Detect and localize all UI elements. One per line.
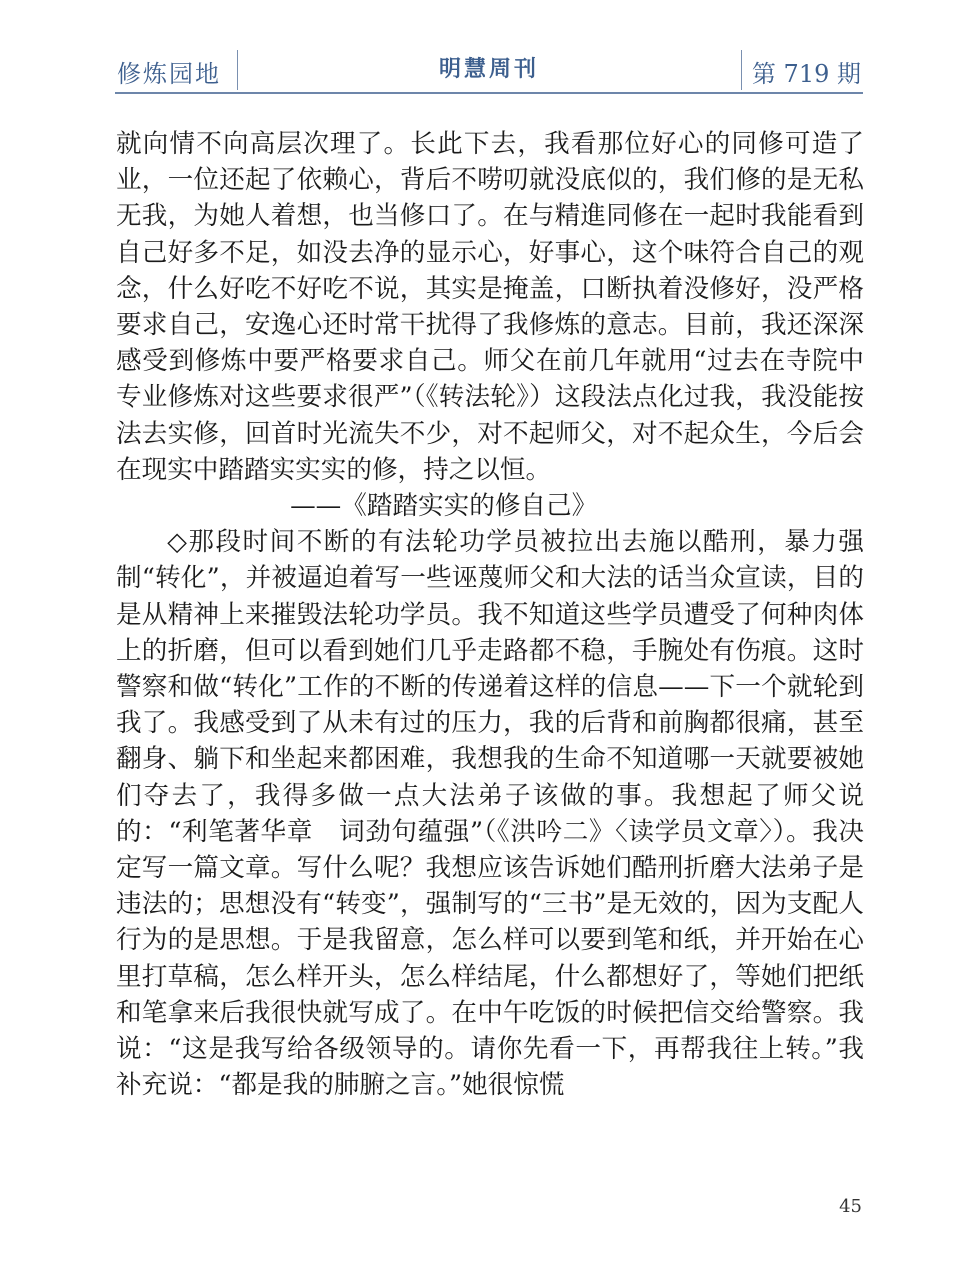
- article-body: [116, 126, 864, 1103]
- header-rule: [115, 92, 863, 94]
- source-citation: ——《踏踏实实的修自己》: [290, 491, 598, 522]
- section-title: 修炼园地: [117, 60, 221, 88]
- paragraph-1: 就向情不向高层次理了。长此下去，我看那位好心的同修可造了业，一位还起了依赖心，背后不唠叨就没底似的，我们修的是无私无我，为她人着想，也当修口了。在与精進同修在一起时我能看到自己好多不足，如没去净的显示心，好事心，这个味符合自己的观念，什么好吃不好吃不说，其实是掩盖，口断执着没修好，没严格要求自己，安逸心还时常干扰得了我修炼的意志。目前，我还深深感受到修炼中要严格要求自己。师父在前几年就用“过去在寺院中专业修炼对这些要求很严”（《转法轮》）这段法点化过我，我没能按法去实修，回首时光流失不少，对不起师父，对不起众生，今后会在现实中踏踏实实实的修，持之以恒。: [116, 129, 864, 485]
- publication-title: 明慧周刊: [438, 57, 539, 82]
- page-header: [115, 44, 863, 92]
- issue-number: 第 719 期: [751, 60, 861, 88]
- header-divider-right: [741, 50, 742, 90]
- page-number: 45: [839, 1196, 862, 1217]
- paragraph-2: ◇那段时间不断的有法轮功学员被拉出去施以酷刑，暴力强制“转化”，并被逼迫着写一些诬蔑师父和大法的话当众宣读，目的是从精神上来摧毁法轮功学员。我不知道这些学员遭受了何种肉体上的折磨，但可以看到她们几乎走路都不稳，手腕处有伤痕。这时警察和做“转化”工作的不断的传递着这样的信息——下一个就轮到我了。我感受到了从未有过的压力，我的后背和前胸都很痛，甚至翻身、躺下和坐起来都困难，我想我的生命不知道哪一天就要被她们夺去了，我得多做一点大法弟子该做的事。我想起了师父说的：“利笔著华章 词劲句蕴强”（《洪吟二》〈读学员文章〉）。我决定写一篇文章。写什么呢？我想应该告诉她们酷刑折磨大法弟子是违法的；思想没有“转变”，强制写的“三书”是无效的，因为支配人行为的是思想。于是我留意，怎么样可以要到笔和纸，并开始在心里打草稿，怎么样开头，怎么样结尾，什么都想好了，等她们把纸和笔拿来后我很快就写成了。在中午吃饭的时候把信交给警察。我说：“这是我写给各级领导的。请你先看一下，再帮我往上转。”我补充说：“都是我的肺腑之言。”她很惊慌: [116, 527, 864, 1101]
